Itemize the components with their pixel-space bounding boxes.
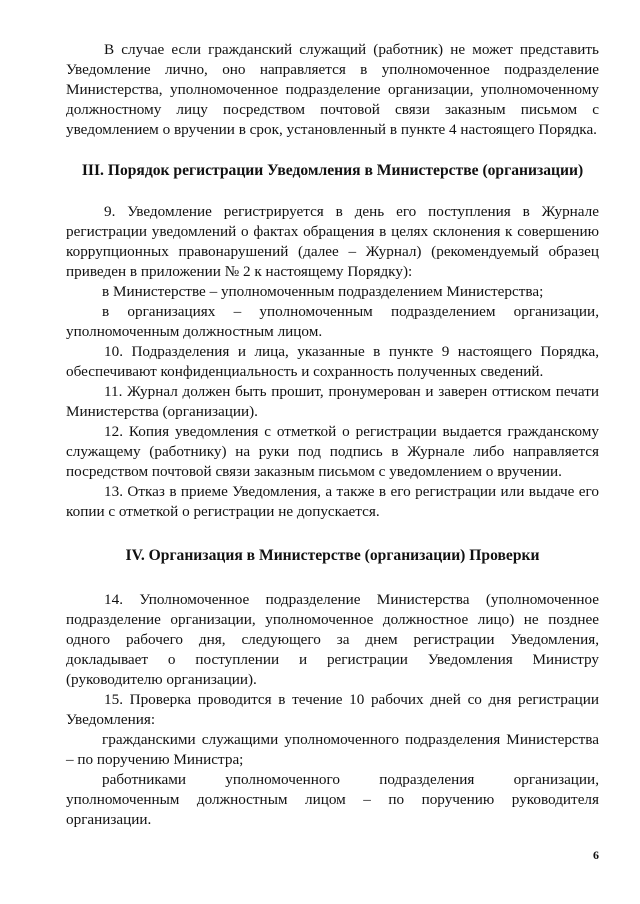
paragraph-9: 9. Уведомление регистрируется в день его поступления в Журнале регистрации уведомлений о фактах обращения в целях склонения к совершению коррупционных правонарушений (далее – Журнал) (рекомендуемый образец приведен в приложении № 2 к настоящему Порядку): — [66, 203, 599, 280]
paragraph-10: 10. Подразделения и лица, указанные в пункте 9 настоящего Порядка, обеспечивают конфиденциальность и сохранность полученных сведений. — [66, 343, 599, 380]
paragraph-12: 12. Копия уведомления с отметкой о регистрации выдается гражданскому служащему (работнику) на руки под подпись в Журнале либо направляется посредством почтовой связи заказным письмом с уведомлением о вручении. — [66, 423, 599, 480]
section-heading-3: III. Порядок регистрации Уведомления в Министерстве (организации) — [81, 162, 584, 179]
page-body — [66, 40, 599, 830]
paragraph-15-item-civil-servants: гражданскими служащими уполномоченного подразделения Министерства – по поручению Министра; — [66, 731, 599, 768]
paragraph-13: 13. Отказ в приеме Уведомления, а также в его регистрации или выдаче его копии с отметкой о регистрации не допускается. — [66, 483, 599, 520]
paragraph-9-item-organizations: в организациях – уполномоченным подразделением организации, уполномоченным должностным лицом. — [66, 303, 599, 340]
paragraph-15-item-employees: работниками уполномоченного подразделения организации, уполномоченным должностным лицом – по поручению руководителя организации. — [66, 771, 599, 828]
paragraph-continuation: В случае если гражданский служащий (работник) не может представить Уведомление лично, оно направляется в уполномоченное подразделение Министерства, уполномоченное подразделение организации, уполномоченному должностному лицу посредством почтовой связи заказным письмом с уведомлением о вручении в срок, установленный в пункте 4 настоящего Порядка. — [66, 41, 599, 138]
paragraph-11: 11. Журнал должен быть прошит, пронумерован и заверен оттиском печати Министерства (организации). — [66, 383, 599, 420]
section-heading-4: IV. Организация в Министерстве (организации) Проверки — [125, 547, 540, 564]
paragraph-15: 15. Проверка проводится в течение 10 рабочих дней со дня регистрации Уведомления: — [66, 691, 599, 728]
paragraph-9-item-ministry: в Министерстве – уполномоченным подразделением Министерства; — [102, 283, 544, 300]
page-number: 6 — [593, 848, 599, 862]
paragraph-14: 14. Уполномоченное подразделение Министерства (уполномоченное подразделение организации, уполномоченное должностное лицо) не позднее одного рабочего дня, следующего за днем регистрации Уведомления, докладывает о поступлении и регистрации Уведомления Министру (руководителю организации). — [66, 591, 599, 688]
